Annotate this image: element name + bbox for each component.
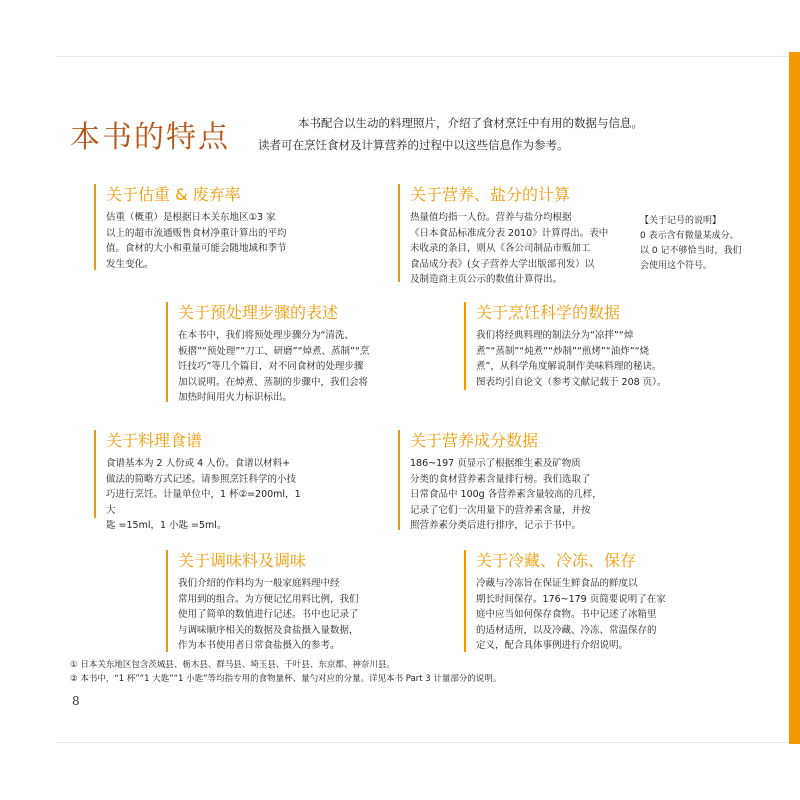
section-line: 饪技巧”等几个篇目，对不同食材的处理步骤 — [178, 361, 364, 372]
section-line: 及制造商主页公示的数值计算得出。 — [410, 274, 563, 285]
section-heading: 关于预处理步骤的表述 — [178, 303, 339, 322]
section-line: 估重（概重）是根据日本关东地区①3 家 — [106, 212, 276, 223]
section-line: 做法的简略方式记述。请参照烹饪科学的小技 — [106, 473, 297, 485]
page-number: 8 — [72, 694, 80, 708]
section-rule — [94, 430, 96, 518]
section-line: 值。食材的大小和重量可能会随地域和季节 — [106, 243, 287, 254]
section-line: 冷藏与冷冻旨在保证生鲜食品的鲜度以 — [476, 578, 638, 589]
section-line: 食谱基本为 2 人份或 4 人份。食谱以材料+ — [106, 458, 291, 469]
section-rule — [94, 184, 96, 270]
orange-side-bar — [789, 52, 800, 744]
section-line: 加以说明。在焯煮、蒸制的步骤中，我们会将 — [178, 376, 369, 388]
section-line: 期长时间保存。176~179 页简要说明了在家 — [476, 593, 666, 605]
section-line: 分类的食材营养素含量排行榜。我们选取了 — [410, 473, 591, 485]
section-line: 食品成分表》(女子营养大学出版部刊发）以 — [410, 258, 595, 270]
top-border — [56, 56, 789, 57]
footnotes — [70, 658, 501, 686]
section-body — [178, 576, 388, 654]
section-line: 煮”“蒸制”“炖煮”“炒制”“煎烤”“油炸”“烧 — [476, 345, 650, 357]
note-line: 以 0 记不够恰当时，我们 — [640, 246, 742, 256]
section-line: 以上的超市流通贩售食材净重计算出的平均 — [106, 227, 287, 239]
section-line: 热量值均指一人份。营养与盐分均根据 — [410, 212, 572, 223]
section-heading: 关于冷藏、冷冻、保存 — [476, 551, 637, 570]
section-line: 庭中应当如何保存食物。书中记述了冰箱里 — [476, 609, 657, 620]
bottom-border — [56, 742, 789, 743]
symbol-note — [640, 214, 780, 274]
section-line: 加热时间用火力标识标出。 — [178, 392, 293, 403]
section-line: 定义，配合具体事例进行介绍说明。 — [476, 640, 629, 651]
section-rule — [398, 430, 400, 530]
section-heading: 关于料理食谱 — [106, 431, 203, 450]
section-body — [106, 210, 316, 272]
section-line: 未收录的条目，则从《各公司制品市贩加工 — [410, 243, 591, 254]
section-heading: 关于烹饪科学的数据 — [476, 303, 621, 322]
footnote: ① 日本关东地区包含茨城县、栃木县、群马县、埼玉县、千叶县、东京都、神奈川县。 — [70, 660, 395, 670]
section-line: 巧进行烹饪。计量单位中，1 杯②=200ml，1 大 — [106, 489, 301, 516]
section-line: 的适材适所，以及冷藏、冷冻、常温保存的 — [476, 624, 657, 636]
section-line: 照营养素分类后进行排序，记示于书中。 — [410, 520, 582, 531]
section-line: 《日本食品标准成分表 2010》计算得出。表中 — [410, 227, 609, 239]
section-line: 186~197 页显示了根据维生素及矿物质 — [410, 458, 581, 469]
section-line: 使用了简单的数值进行记述。书中也记录了 — [178, 609, 359, 620]
section-rule — [166, 550, 168, 652]
section-heading: 关于营养成分数据 — [410, 431, 539, 450]
section-rule — [464, 302, 466, 390]
section-line: 我们介绍的作料均为一般家庭料理中经 — [178, 578, 340, 589]
section-line: 我们将经典料理的制法分为“凉拌”“焯 — [476, 330, 634, 341]
intro-text — [258, 112, 643, 156]
section-rule — [398, 184, 400, 282]
section-body — [476, 328, 676, 390]
note-line: 会使用这个符号。 — [640, 261, 713, 271]
section-rule — [166, 302, 168, 402]
section-body — [178, 328, 378, 406]
section-line: 匙 =15ml，1 小匙 =5ml。 — [106, 520, 227, 531]
section-line: 发生变化。 — [106, 258, 154, 270]
section-body — [410, 456, 630, 534]
section-line: 日常食品中 100g 各营养素含量较高的几样， — [410, 489, 602, 500]
section-line: 在本书中，我们将预处理步骤分为“清洗、 — [178, 330, 354, 341]
section-heading: 关于调味料及调味 — [178, 551, 307, 570]
section-body — [476, 576, 686, 654]
intro-line: 本书配合以生动的料理照片，介绍了食材烹饪中有用的数据与信息。 — [298, 116, 643, 130]
section-line: 与调味顺序相关的数据及食盐摄入量数据， — [178, 624, 359, 636]
page-title: 本书的特点 — [70, 120, 230, 155]
section-heading: 关于营养、盐分的计算 — [410, 185, 571, 204]
section-line: 常用到的组合。为方便记忆用料比例，我们 — [178, 593, 359, 605]
section-rule — [464, 550, 466, 652]
note-title: 【关于记号的说明】 — [640, 216, 722, 226]
intro-line: 读者可在烹饪食材及计算营养的过程中以这些信息作为参考。 — [258, 138, 569, 152]
section-line: 图表均引自论文（参考文献记载于 208 页）。 — [476, 376, 667, 388]
section-body — [410, 210, 635, 288]
section-line: 板摺”“预处理”“刀工、研磨”“焯煮、蒸制”“烹 — [178, 345, 370, 357]
section-heading: 关于估重 & 废弃率 — [106, 185, 241, 204]
section-body — [106, 456, 306, 534]
footnote: ② 本书中，“1 杯”“1 大匙”“1 小匙”等均指专用的食物量杯、量勺对应的分量。详见本书 Part 3 计量部分的说明。 — [70, 674, 502, 684]
section-line: 煮”，从科学角度解说制作美味料理的秘诀。 — [476, 361, 662, 372]
section-line: 记录了它们一次用量下的营养素含量，并按 — [410, 504, 591, 516]
note-line: 0 表示含有微量某成分。 — [640, 231, 739, 241]
section-line: 作为本书使用者日常食盐摄入的参考。 — [178, 640, 340, 651]
